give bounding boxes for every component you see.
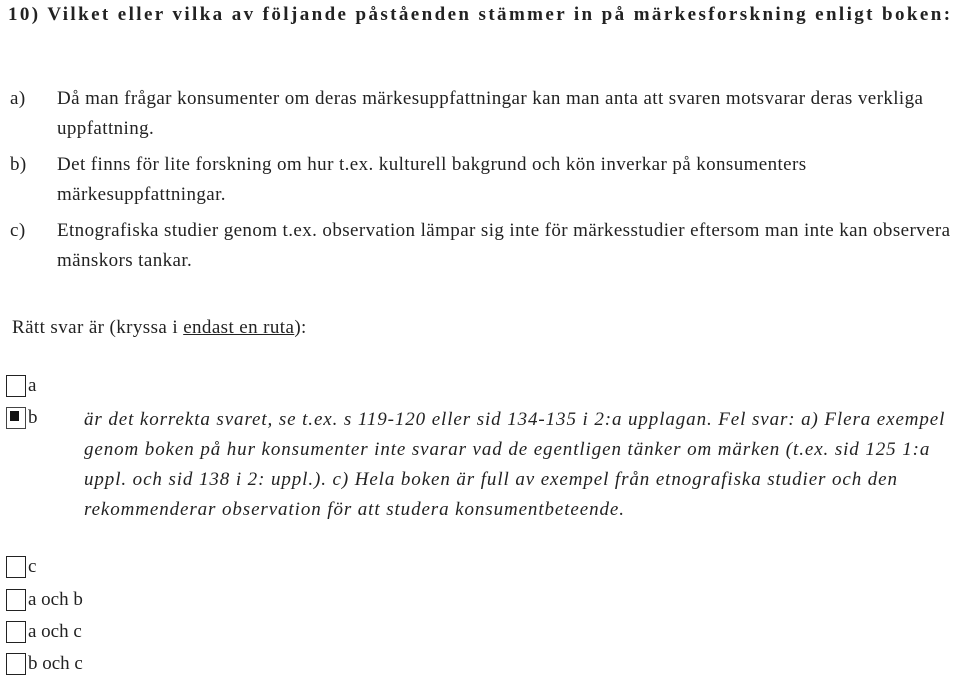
checkbox[interactable]	[6, 556, 26, 578]
statement-letter: b)	[10, 154, 27, 175]
answer-instruction	[12, 313, 307, 343]
statement-letter: c)	[10, 220, 26, 241]
checkbox[interactable]	[6, 653, 26, 675]
choice-label: a och c	[28, 621, 82, 642]
choice-label: a	[28, 375, 37, 396]
question-title: 10) Vilket eller vilka av följande påståenden stämmer in på märkesforskning enligt boken:	[8, 4, 953, 25]
choice-a-och-b[interactable]	[6, 587, 83, 617]
choice-label: b och c	[28, 653, 83, 674]
choice-a-och-c[interactable]	[6, 619, 82, 649]
statement-text: Det finns för lite forskning om hur t.ex. kulturell bakgrund och kön inverkar på konsumenters märkesuppfattningar.	[57, 154, 807, 205]
statement-text: Etnografiska studier genom t.ex. observation lämpar sig inte för märkesstudier eftersom man inte kan observera mänskors tankar.	[57, 220, 951, 271]
statement-c	[10, 216, 955, 276]
choice-label: b	[28, 407, 38, 428]
answer-explanation: är det korrekta svaret, se t.ex. s 119-120 eller sid 134-135 i 2:a upplagan. Fel svar: a) Flera exempel genom boken på hur konsumenter inte svarar vad de egentligen tänker om märken (t.ex. sid 125 1:a uppl. och sid 138 i 2: uppl.). c) Hela boken är full av exempel från etnografiska studier och den rekommenderar observation för att studera konsumentbeteende.	[84, 409, 946, 520]
checkbox[interactable]	[6, 621, 26, 643]
choice-b-och-c[interactable]	[6, 651, 83, 681]
checkbox[interactable]	[6, 375, 26, 397]
checkbox[interactable]	[6, 589, 26, 611]
statement-a	[10, 84, 955, 144]
checkbox-checked[interactable]	[6, 407, 26, 429]
choice-c[interactable]	[6, 554, 36, 584]
statement-letter: a)	[10, 88, 26, 109]
choice-label: c	[28, 556, 37, 577]
instruction-prefix: Rätt svar är (kryssa i	[12, 317, 184, 338]
instruction-emphasis: endast en ruta	[183, 317, 295, 338]
statement-b	[10, 150, 955, 210]
choice-label: a och b	[28, 589, 83, 610]
choice-a[interactable]	[6, 373, 36, 403]
instruction-suffix: ):	[294, 317, 307, 338]
statement-text: Då man frågar konsumenter om deras märkesuppfattningar kan man anta att svaren motsvarar deras verkliga uppfattning.	[57, 88, 924, 139]
choice-b[interactable]	[6, 405, 38, 435]
